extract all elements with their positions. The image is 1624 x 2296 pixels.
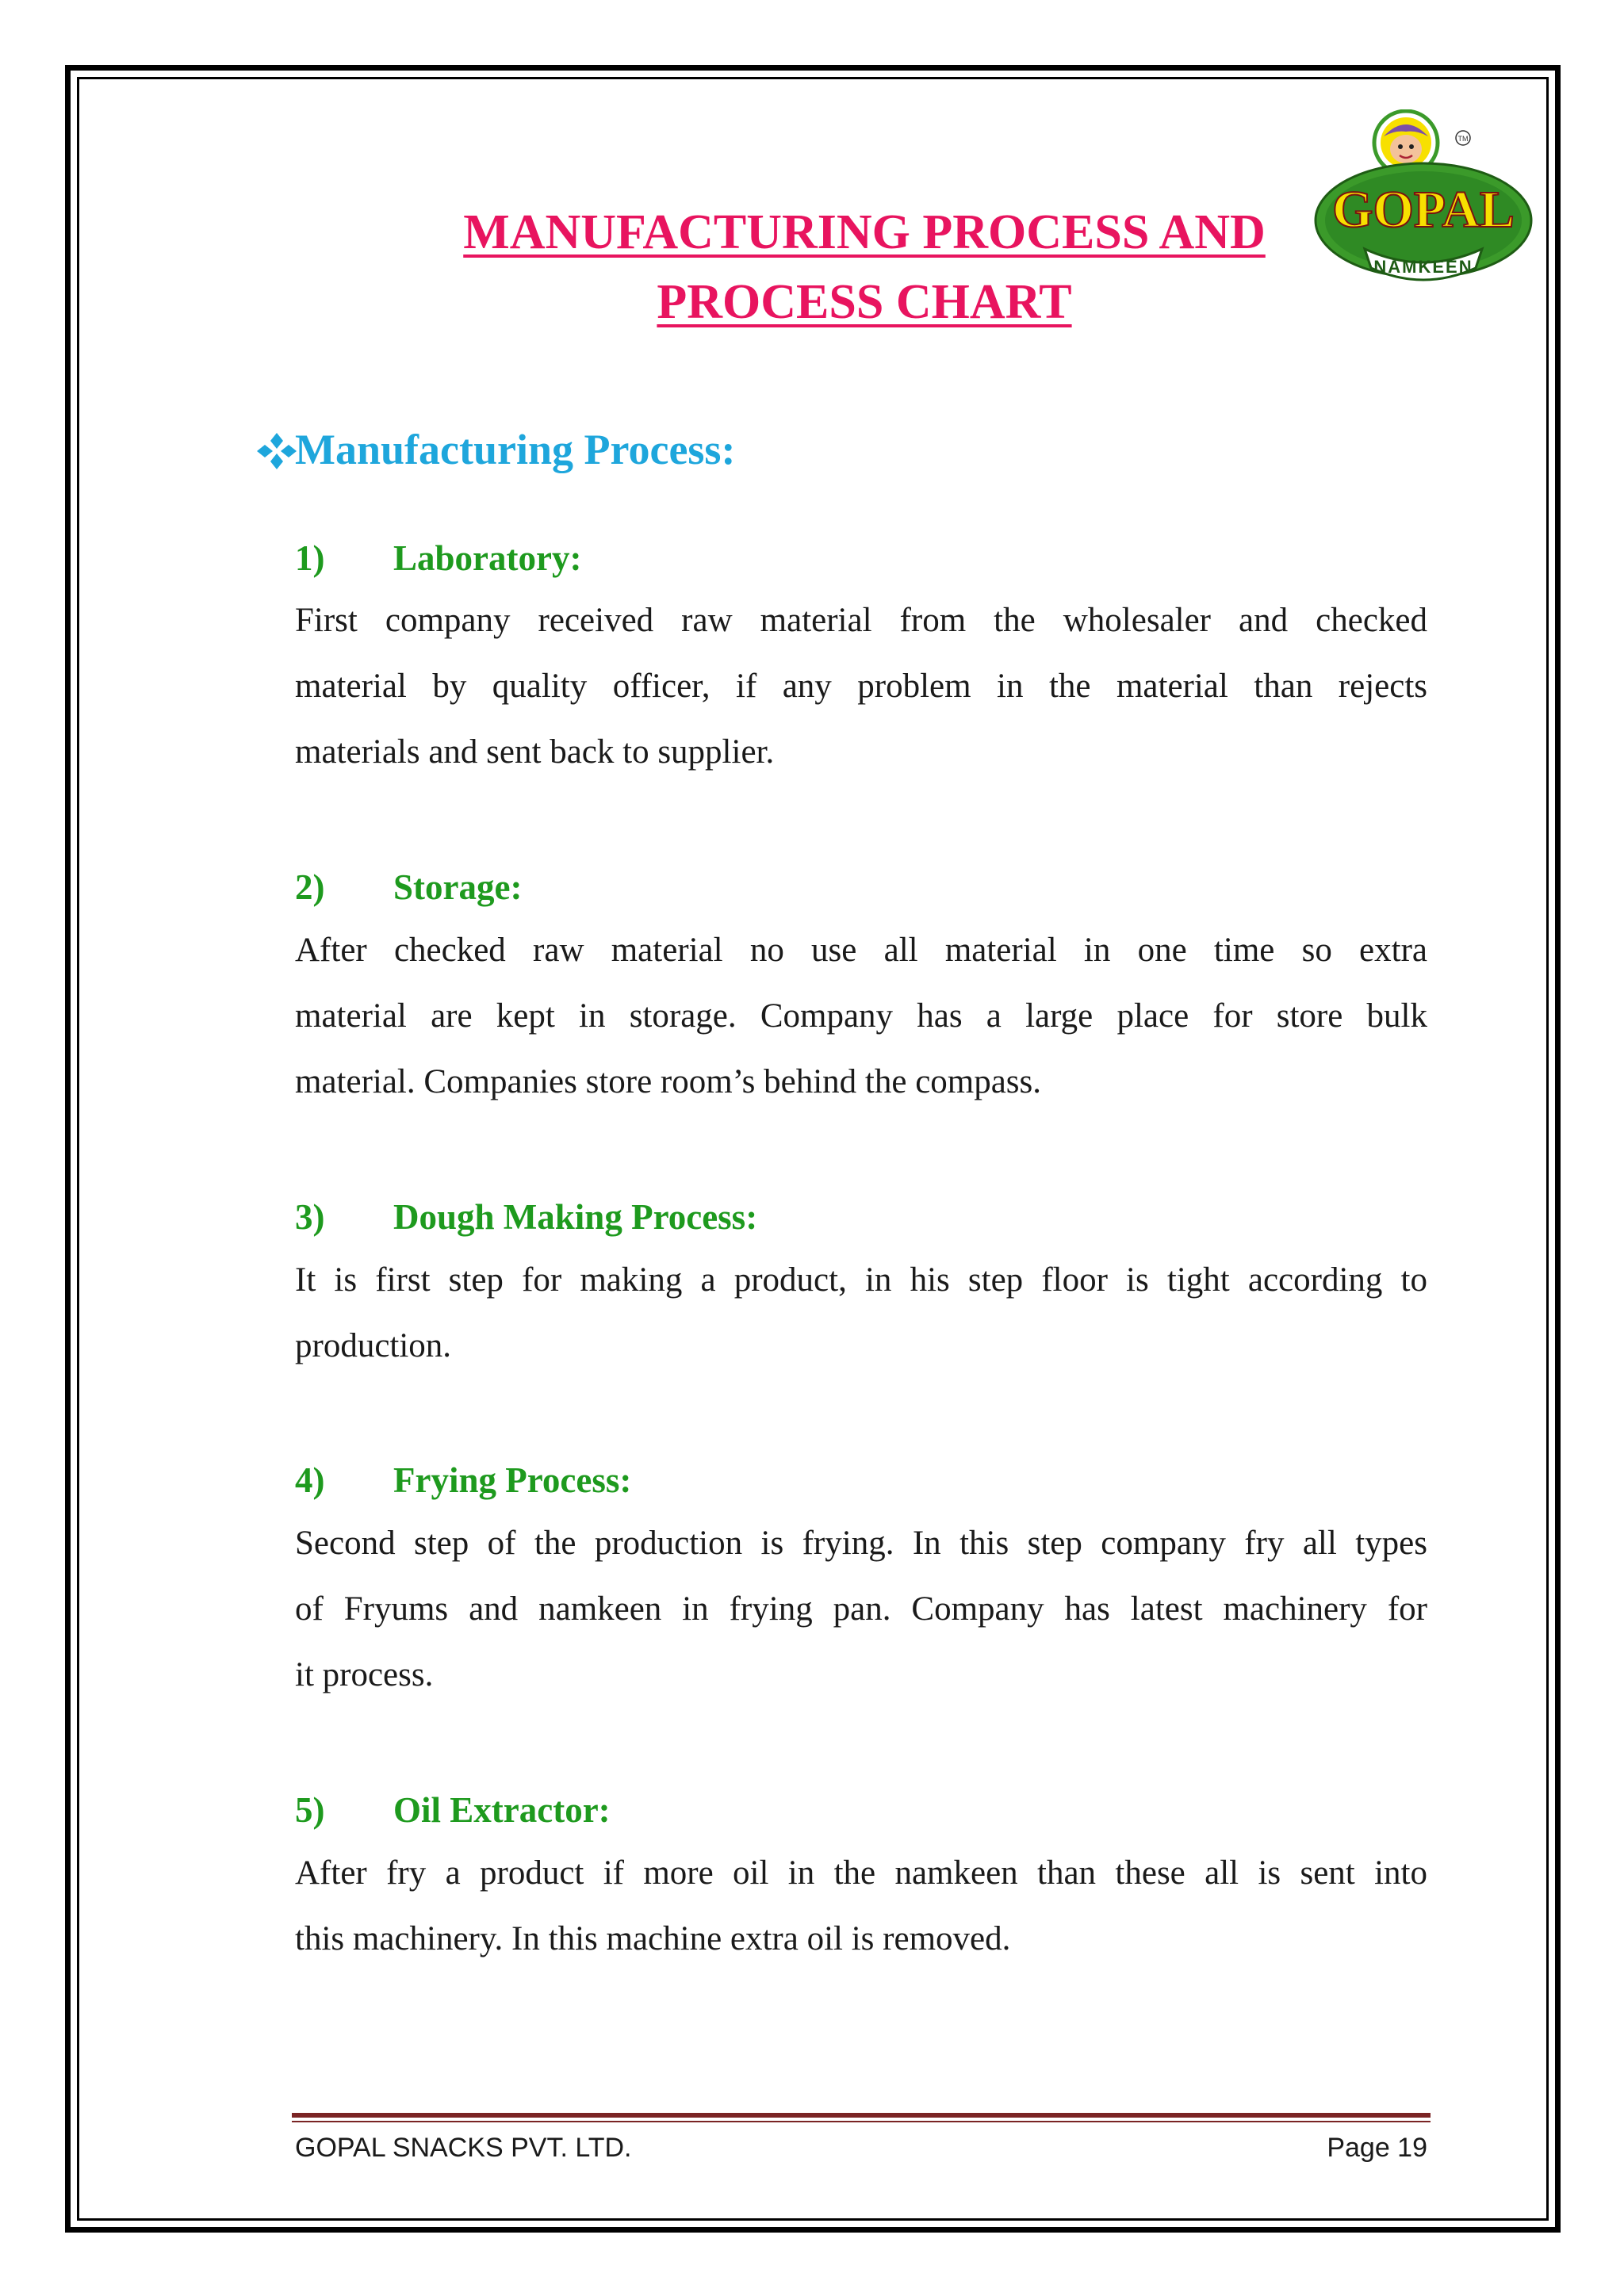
- paragraph-line: material are kept in storage. Company has a large place for store bulk: [295, 997, 1427, 1035]
- page-title-line2: PROCESS CHART: [657, 275, 1072, 329]
- paragraph-line: After checked raw material no use all material in one time so extra: [295, 932, 1427, 969]
- item-title-frying: Frying Process:: [393, 1460, 632, 1500]
- logo-tagline-text: NAMKEEN: [1373, 257, 1473, 277]
- paragraph-line: material by quality officer, if any problem in the material than rejects: [295, 668, 1427, 705]
- item-number: 3): [295, 1197, 325, 1237]
- paragraph-line: production.: [295, 1327, 452, 1364]
- item-paragraph-dough-making: [295, 1247, 1427, 1379]
- item-title-dough-making: Dough Making Process:: [393, 1197, 758, 1237]
- footer-divider-thin: [292, 2121, 1431, 2122]
- logo-brand-text: GOPAL: [1332, 181, 1515, 239]
- paragraph-line: of Fryums and namkeen in frying pan. Company has latest machinery for: [295, 1590, 1427, 1628]
- paragraph-line: First company received raw material from the wholesaler and checked: [295, 602, 1427, 639]
- item-title-laboratory: Laboratory:: [393, 538, 582, 578]
- paragraph-line: materials and sent back to supplier.: [295, 733, 775, 771]
- paragraph-line: material. Companies store room’s behind the compass.: [295, 1063, 1042, 1100]
- footer-divider: [292, 2113, 1431, 2118]
- svg-text:TM: TM: [1457, 135, 1469, 143]
- paragraph-line: It is first step for making a product, in his step floor is tight according to: [295, 1261, 1427, 1299]
- item-number: 2): [295, 867, 325, 907]
- item-title-storage: Storage:: [393, 867, 523, 907]
- page-title-line1: MANUFACTURING PROCESS AND: [463, 205, 1266, 259]
- paragraph-line: After fry a product if more oil in the namkeen than these all is sent into: [295, 1854, 1427, 1892]
- paragraph-line: this machinery. In this machine extra oil is removed.: [295, 1920, 1011, 1957]
- gopal-logo: [1312, 109, 1534, 300]
- paragraph-line: it process.: [295, 1656, 434, 1693]
- item-paragraph-oil-extractor: [295, 1840, 1427, 1972]
- footer-page-number: Page 19: [1327, 2133, 1427, 2163]
- item-number: 4): [295, 1460, 325, 1500]
- item-number: 5): [295, 1790, 325, 1830]
- item-paragraph-frying: [295, 1510, 1427, 1708]
- item-title-oil-extractor: Oil Extractor:: [393, 1790, 611, 1830]
- item-paragraph-storage: [295, 917, 1427, 1115]
- footer-company: GOPAL SNACKS PVT. LTD.: [295, 2133, 632, 2163]
- paragraph-line: Second step of the production is frying. In this step company fry all types: [295, 1525, 1427, 1562]
- item-number: 1): [295, 538, 325, 578]
- item-paragraph-laboratory: [295, 587, 1427, 785]
- section-heading: Manufacturing Process:: [295, 426, 736, 473]
- diamond-bullet-icon: [255, 431, 298, 471]
